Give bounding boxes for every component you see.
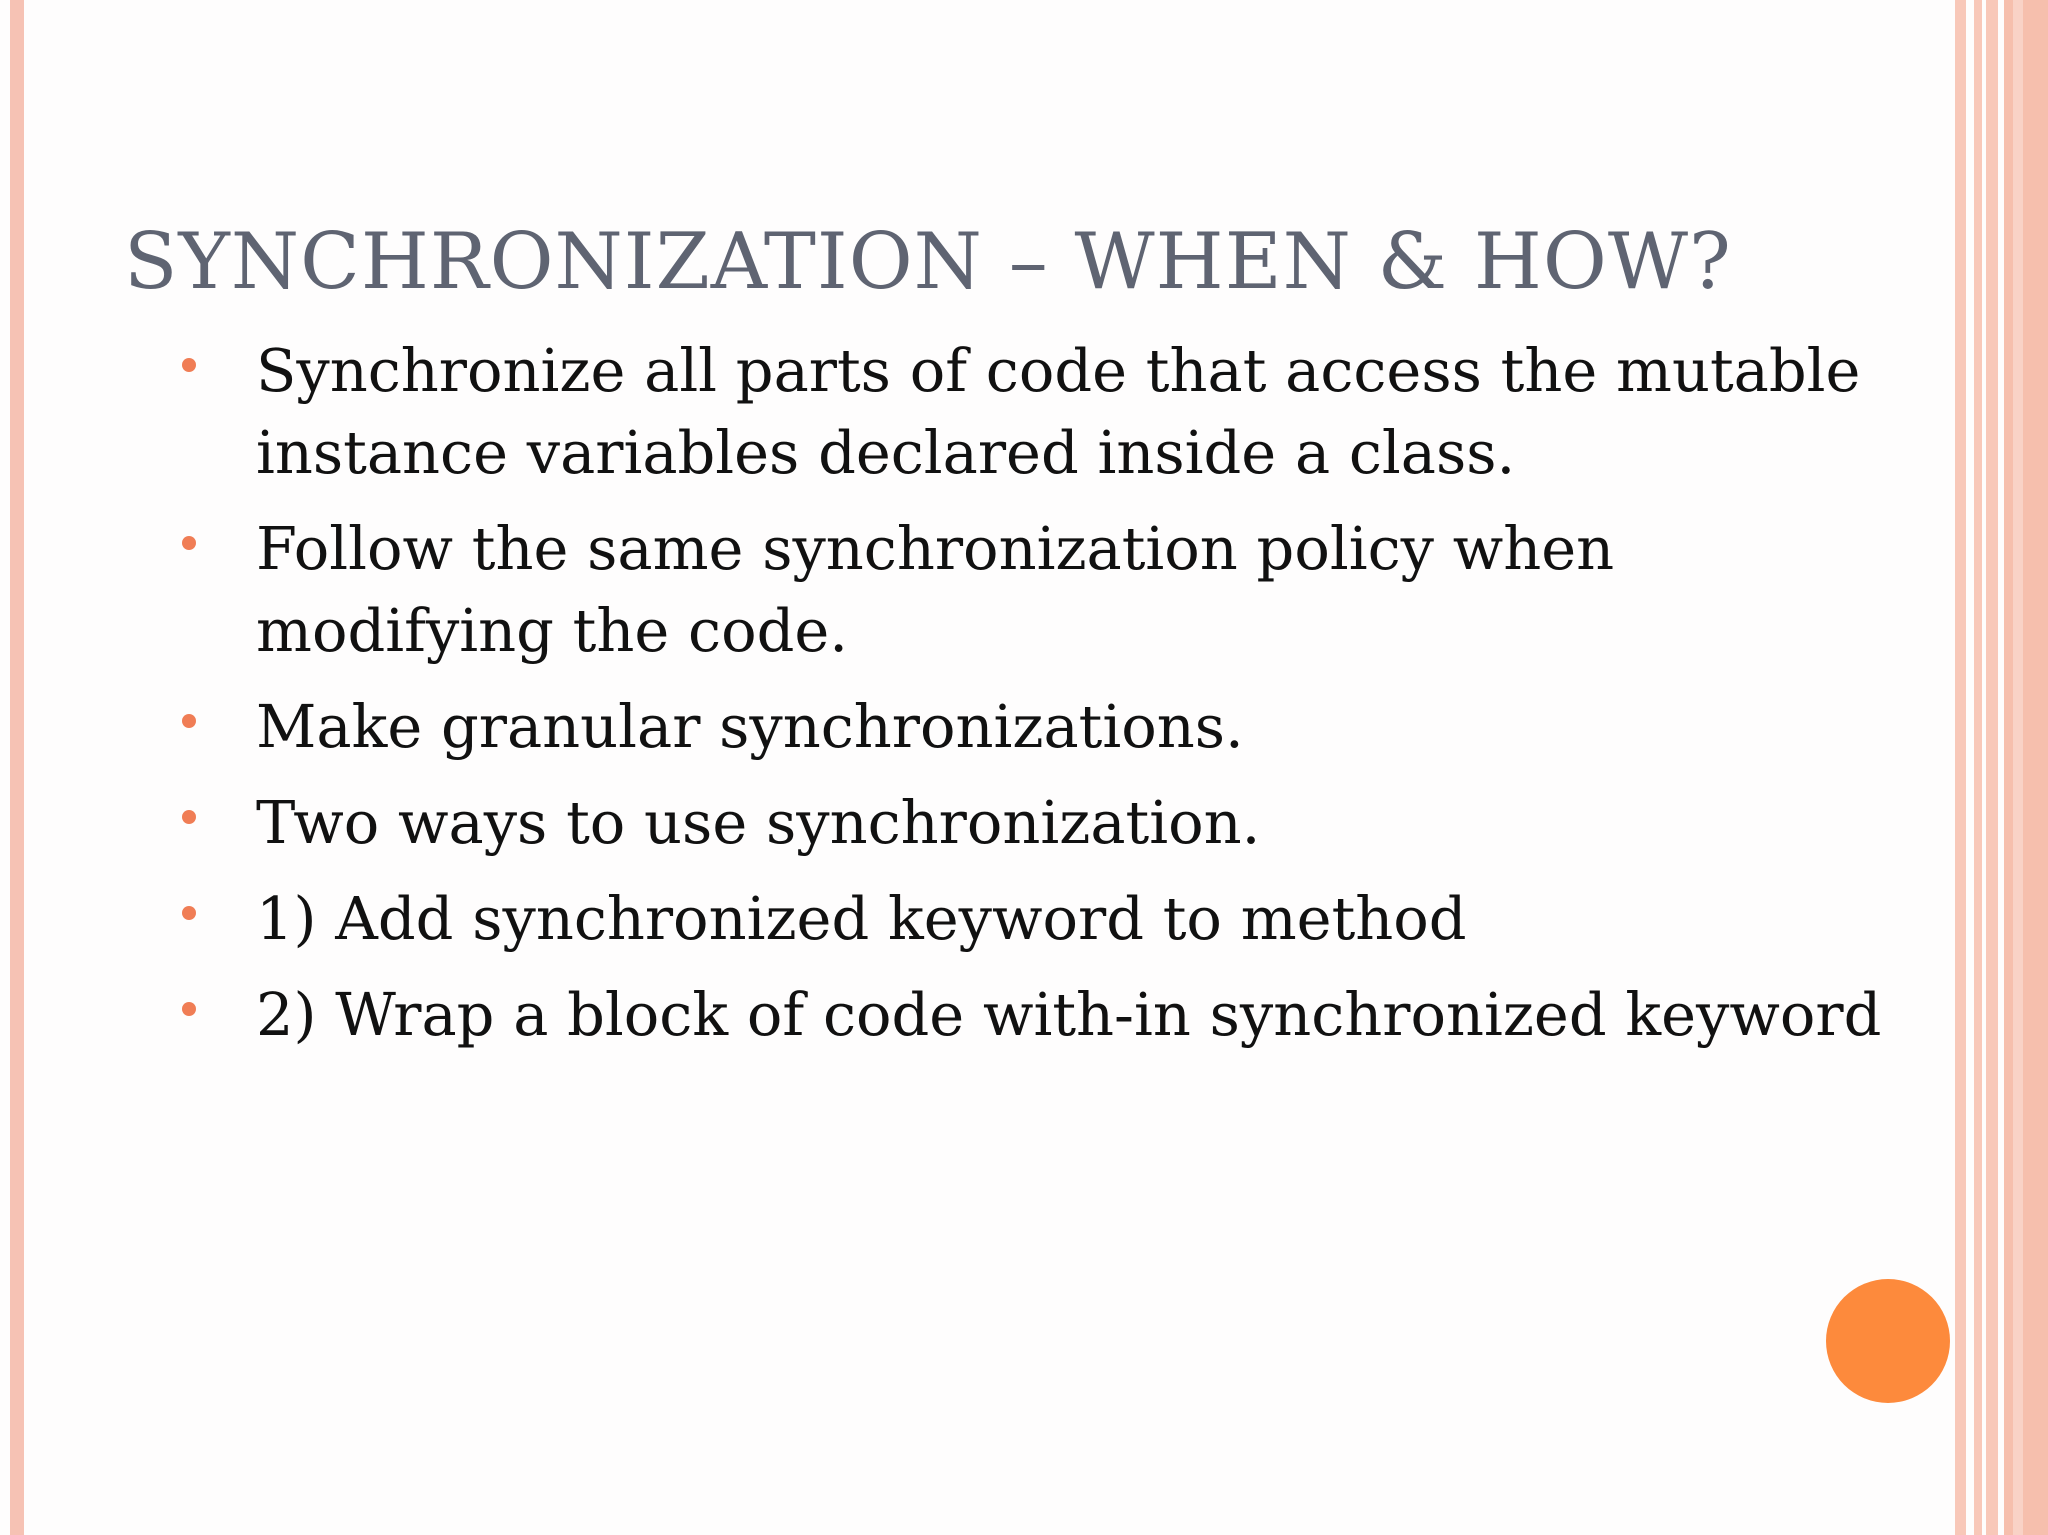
bullet-item <box>170 974 1910 1056</box>
bullet-text: Make granular synchronizations. <box>256 692 1244 761</box>
bullet-item <box>170 782 1910 864</box>
right-border-stripe <box>1955 0 1966 1535</box>
bullet-text: Follow the same synchronization policy when modifying the code. <box>256 514 1615 665</box>
right-border-stripe <box>2004 0 2048 1535</box>
bullet-item <box>170 878 1910 960</box>
left-border-stripe <box>10 0 24 1535</box>
bullet-text: Synchronize all parts of code that access the mutable instance variables declared inside a class. <box>256 336 1861 487</box>
bullet-text: 1) Add synchronized keyword to method <box>256 884 1467 953</box>
decorative-circle <box>1826 1279 1950 1403</box>
bullet-item <box>170 508 1910 672</box>
right-border-stripe <box>2013 0 2023 1535</box>
bullet-item <box>170 686 1910 768</box>
bullet-item <box>170 330 1910 494</box>
bullet-dot-icon <box>182 1002 196 1016</box>
slide-title: SYNCHRONIZATION – WHEN & HOW? <box>124 217 1732 307</box>
bullet-dot-icon <box>182 714 196 728</box>
bullet-text: 2) Wrap a block of code with-in synchronized keyword <box>256 980 1882 1049</box>
bullet-dot-icon <box>182 358 196 372</box>
bullet-list <box>170 330 1910 1070</box>
right-border-stripe <box>1986 0 1998 1535</box>
right-border-stripe <box>1974 0 1982 1535</box>
bullet-text: Two ways to use synchronization. <box>256 788 1261 857</box>
bullet-dot-icon <box>182 906 196 920</box>
bullet-dot-icon <box>182 536 196 550</box>
bullet-dot-icon <box>182 810 196 824</box>
